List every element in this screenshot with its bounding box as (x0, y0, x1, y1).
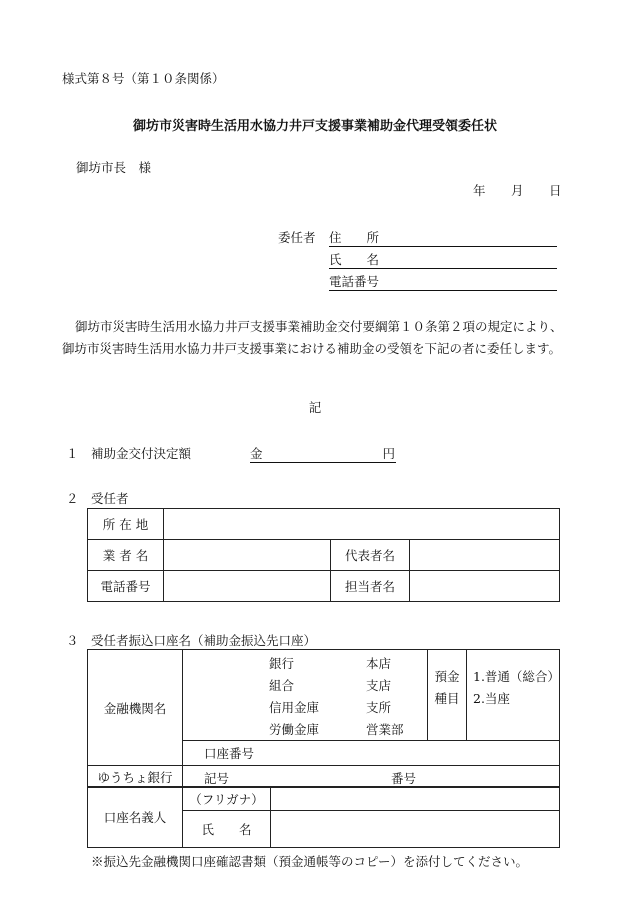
location-label: 所 在 地 (88, 509, 164, 540)
holder-table (87, 786, 560, 848)
kin-label: 金 (250, 446, 263, 461)
contact-label: 担当者名 (331, 571, 410, 602)
agent-table (87, 508, 560, 602)
business-name-label: 業 者 名 (88, 540, 164, 571)
branch-type-office: 営業部 (366, 722, 404, 737)
form-number: 様式第８号（第１０条関係） (62, 71, 225, 86)
bank-type-credit: 信用金庫 (269, 700, 320, 715)
symbol-label: 記号 (204, 771, 230, 786)
agent-phone-field[interactable] (164, 571, 331, 602)
section1-number: １ (66, 446, 79, 461)
deposit-option-ordinary[interactable]: 1.普通（総合） (473, 669, 560, 684)
institution-label: 金融機関名 (88, 650, 183, 766)
section3-number: ３ (66, 633, 79, 648)
deposit-option-current[interactable]: 2.当座 (473, 691, 510, 706)
location-field[interactable] (164, 509, 560, 540)
date-month: 月 (511, 183, 524, 198)
representative-label: 代表者名 (331, 540, 410, 571)
bank-types (269, 653, 319, 741)
name-label: 氏 名 (329, 252, 380, 267)
ki-heading: 記 (308, 400, 322, 415)
addressee: 御坊市長 様 (76, 160, 152, 175)
subsidy-amount-field[interactable] (250, 444, 396, 463)
representative-field[interactable] (410, 540, 560, 571)
account-number-field[interactable] (183, 741, 560, 766)
date-day: 日 (549, 183, 562, 198)
deposit-type-label (428, 650, 467, 741)
address-label: 住 所 (329, 230, 380, 245)
institution-field[interactable] (183, 650, 428, 741)
bank-type-union: 組合 (269, 678, 295, 693)
business-name-field[interactable] (164, 540, 331, 571)
section3-label: 受任者振込口座名（補助金振込先口座） (91, 633, 317, 648)
delegator-phone-field[interactable] (329, 272, 557, 291)
phone-label: 電話番号 (329, 274, 380, 289)
deposit-label-2: 種目 (434, 691, 460, 706)
bank-table (87, 649, 560, 788)
holder-name-field[interactable] (271, 811, 560, 848)
section1-label: 補助金交付決定額 (91, 446, 192, 461)
furigana-label: （フリガナ） (183, 787, 271, 811)
delegator-label: 委任者 (278, 230, 316, 245)
document-title: 御坊市災害時生活用水協力井戸支援事業補助金代理受領委任状 (132, 119, 497, 134)
date-year: 年 (473, 183, 486, 198)
yucho-label: ゆうちょ銀行 (88, 766, 183, 788)
number-label: 番号 (391, 771, 417, 786)
yen-label: 円 (382, 446, 395, 461)
bank-type-bank: 銀行 (269, 656, 295, 671)
deposit-type-options[interactable] (467, 650, 560, 741)
section2-number: ２ (66, 491, 79, 506)
branch-type-main: 本店 (366, 656, 392, 671)
deposit-label-1: 預金 (434, 669, 460, 684)
holder-name-label: 氏 名 (183, 811, 271, 848)
yucho-field[interactable] (183, 766, 560, 788)
footnote: ※振込先金融機関口座確認書類（預金通帳等のコピー）を添付してください。 (91, 854, 529, 869)
delegator-address-field[interactable] (329, 228, 557, 247)
furigana-field[interactable] (271, 787, 560, 811)
branch-types (366, 653, 404, 741)
holder-label: 口座名義人 (88, 787, 183, 848)
contact-field[interactable] (410, 571, 560, 602)
agent-phone-label: 電話番号 (88, 571, 164, 602)
account-number-label: 口座番号 (204, 746, 255, 761)
bank-type-labor: 労働金庫 (269, 722, 320, 737)
branch-type-sub: 支所 (366, 700, 392, 715)
section2-label: 受任者 (91, 491, 129, 506)
delegator-name-field[interactable] (329, 250, 557, 269)
body-paragraph: 御坊市災害時生活用水協力井戸支援事業補助金交付要綱第１０条第２項の規定により、御坊市災害時生活用水協力井戸支援事業における補助金の受領を下記の者に委任します。 (62, 319, 563, 356)
branch-type-branch: 支店 (366, 678, 392, 693)
